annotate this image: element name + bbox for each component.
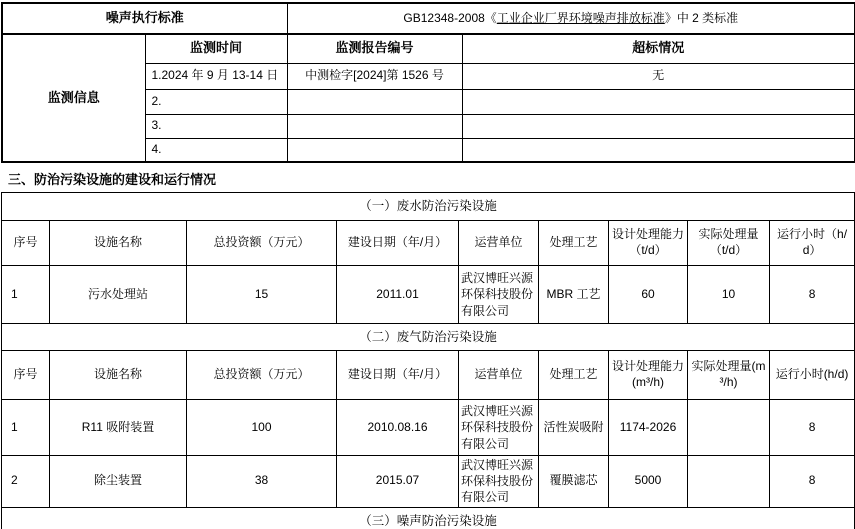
column-header-design-capacity: 设计处理能力(m³/h) bbox=[609, 351, 688, 400]
column-header-operator: 运营单位 bbox=[459, 221, 539, 266]
actual-volume-cell bbox=[688, 456, 770, 508]
noise-section-title: （三）噪声防治污染设施 bbox=[2, 507, 855, 529]
column-header-process: 处理工艺 bbox=[539, 221, 609, 266]
investment-cell: 38 bbox=[187, 456, 337, 508]
water-facility-row bbox=[2, 266, 855, 324]
report-number-cell: 中测检字[2024]第 1526 号 bbox=[287, 63, 462, 89]
standard-suffix: 》中 2 类标准 bbox=[664, 10, 739, 25]
exceedance-cell: 无 bbox=[462, 63, 855, 89]
operator-cell: 武汉博旺兴源环保科技股份有限公司 bbox=[459, 456, 539, 508]
gas-section-title: （二）废气防治污染设施 bbox=[2, 324, 855, 351]
column-header-operating-hours: 运行小时（h/d） bbox=[770, 221, 855, 266]
operator-cell: 武汉博旺兴源环保科技股份有限公司 bbox=[459, 266, 539, 324]
design-capacity-cell: 1174-2026 bbox=[609, 400, 688, 456]
column-header-operator: 运营单位 bbox=[459, 351, 539, 400]
water-section-title: （一）废水防治污染设施 bbox=[2, 193, 855, 221]
operating-hours-cell: 8 bbox=[770, 266, 855, 324]
build-date-cell: 2015.07 bbox=[337, 456, 459, 508]
column-header-seq: 序号 bbox=[2, 221, 50, 266]
investment-cell: 15 bbox=[187, 266, 337, 324]
operating-hours-cell: 8 bbox=[770, 400, 855, 456]
monitoring-time-cell: 1.2024 年 9 月 13-14 日 bbox=[145, 63, 287, 89]
column-header-build-date: 建设日期（年/月） bbox=[337, 221, 459, 266]
column-header-build-date: 建设日期（年/月） bbox=[337, 351, 459, 400]
exceedance-cell bbox=[462, 138, 855, 162]
process-cell: MBR 工艺 bbox=[539, 266, 609, 324]
column-header-design-capacity: 设计处理能力（t/d） bbox=[609, 221, 688, 266]
facility-name-cell: 除尘装置 bbox=[50, 456, 187, 508]
noise-monitoring-table bbox=[1, 2, 855, 163]
column-header-facility-name: 设施名称 bbox=[50, 221, 187, 266]
noise-standard-value bbox=[287, 3, 855, 34]
seq-cell: 2 bbox=[2, 456, 50, 508]
noise-standard-label: 噪声执行标准 bbox=[2, 3, 287, 34]
report-number-cell bbox=[287, 114, 462, 138]
water-header-row bbox=[2, 221, 855, 266]
monitoring-time-cell: 2. bbox=[145, 89, 287, 114]
column-header-operating-hours: 运行小时(h/d) bbox=[770, 351, 855, 400]
report-number-cell bbox=[287, 138, 462, 162]
column-header-actual-volume: 实际处理量(m³/h) bbox=[688, 351, 770, 400]
column-header-process: 处理工艺 bbox=[539, 351, 609, 400]
operating-hours-cell: 8 bbox=[770, 456, 855, 508]
gas-header-row bbox=[2, 351, 855, 400]
seq-cell: 1 bbox=[2, 266, 50, 324]
standard-prefix: GB12348-2008《 bbox=[403, 10, 497, 25]
design-capacity-cell: 60 bbox=[609, 266, 688, 324]
pollution-facilities-table bbox=[1, 192, 855, 529]
facility-name-cell: R11 吸附装置 bbox=[50, 400, 187, 456]
report-number-cell bbox=[287, 89, 462, 114]
monitoring-time-cell: 3. bbox=[145, 114, 287, 138]
gas-facility-row bbox=[2, 456, 855, 508]
seq-cell: 1 bbox=[2, 400, 50, 456]
column-header-investment: 总投资额（万元） bbox=[187, 351, 337, 400]
section-heading: 三、防治污染设施的建设和运行情况 bbox=[8, 172, 217, 187]
facility-name-cell: 污水处理站 bbox=[50, 266, 187, 324]
build-date-cell: 2010.08.16 bbox=[337, 400, 459, 456]
exceedance-cell bbox=[462, 89, 855, 114]
column-header-investment: 总投资额（万元） bbox=[187, 221, 337, 266]
build-date-cell: 2011.01 bbox=[337, 266, 459, 324]
process-cell: 覆膜滤芯 bbox=[539, 456, 609, 508]
design-capacity-cell: 5000 bbox=[609, 456, 688, 508]
exceedance-header: 超标情况 bbox=[462, 34, 855, 63]
process-cell: 活性炭吸附 bbox=[539, 400, 609, 456]
investment-cell: 100 bbox=[187, 400, 337, 456]
report-number-header: 监测报告编号 bbox=[287, 34, 462, 63]
actual-volume-cell bbox=[688, 400, 770, 456]
operator-cell: 武汉博旺兴源环保科技股份有限公司 bbox=[459, 400, 539, 456]
column-header-facility-name: 设施名称 bbox=[50, 351, 187, 400]
column-header-seq: 序号 bbox=[2, 351, 50, 400]
standard-name-underlined: 工业企业厂界环境噪声排放标准 bbox=[496, 10, 665, 25]
monitoring-time-header: 监测时间 bbox=[145, 34, 287, 63]
monitoring-time-cell: 4. bbox=[145, 138, 287, 162]
column-header-actual-volume: 实际处理量（t/d） bbox=[688, 221, 770, 266]
gas-facility-row bbox=[2, 400, 855, 456]
exceedance-cell bbox=[462, 114, 855, 138]
monitoring-info-label: 监测信息 bbox=[2, 34, 145, 162]
actual-volume-cell: 10 bbox=[688, 266, 770, 324]
